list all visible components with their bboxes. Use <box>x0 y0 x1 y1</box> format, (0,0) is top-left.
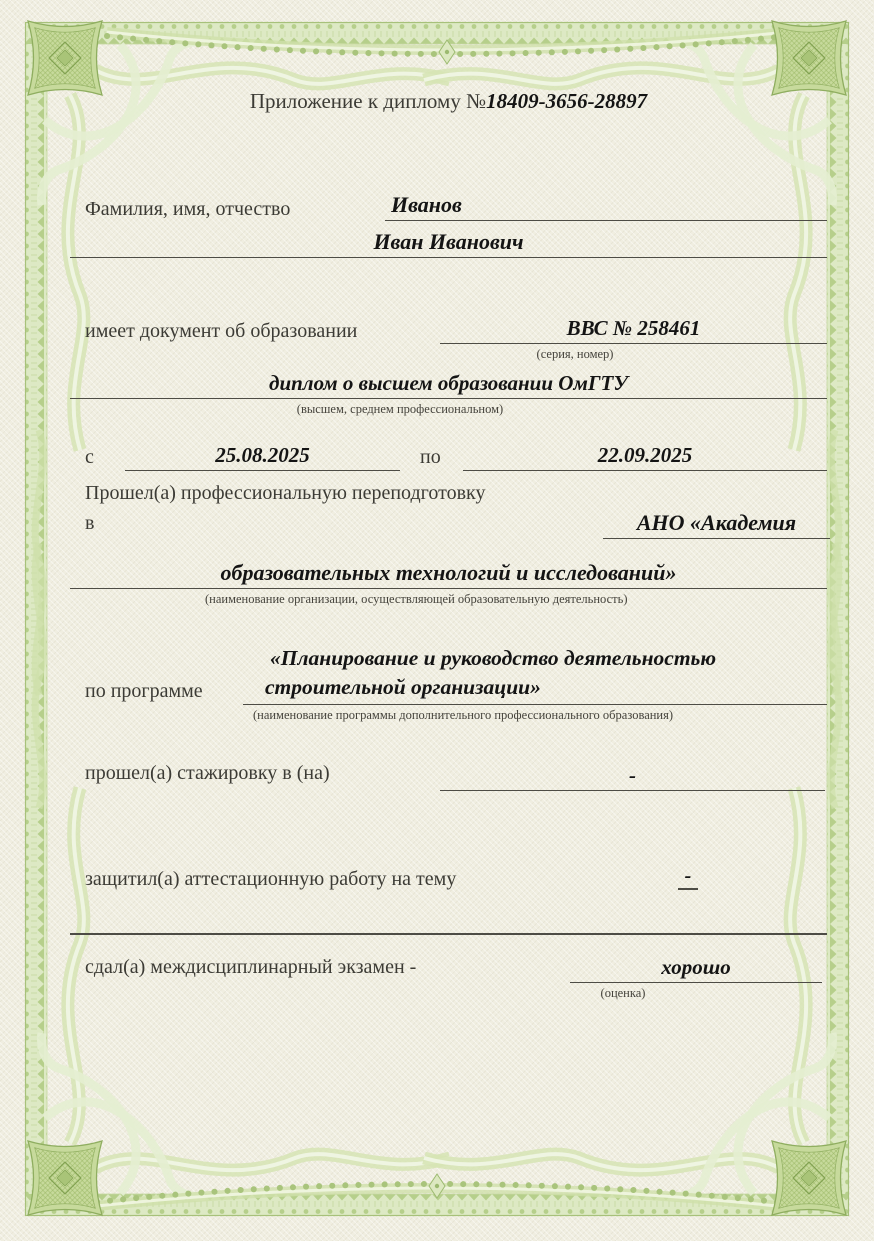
program-value-line1: «Планирование и руководство деятельностью <box>270 646 717 670</box>
edu-doc-series-line <box>440 312 827 344</box>
organization-line1 <box>603 506 830 539</box>
edu-doc-type-caption: (высшем, среднем профессиональном) <box>296 402 504 416</box>
thesis-label: защитил(а) аттестационную работу на тему <box>85 868 457 890</box>
retraining-in-label: в <box>85 512 95 534</box>
organization-value-line1: АНО «Академия <box>636 510 797 535</box>
program-label: по программе <box>85 680 203 702</box>
fio-name-value: Иван Иванович <box>373 229 524 254</box>
period-to-line <box>463 440 827 471</box>
edu-doc-series-value: ВВС № 258461 <box>566 316 701 340</box>
organization-value-line2: образовательных технологий и исследований» <box>220 560 677 585</box>
header-prefix: Приложение к диплому № <box>249 89 487 113</box>
fio-surname-value: Иванов <box>391 192 462 217</box>
internship-line <box>440 758 825 791</box>
edu-doc-type-value: диплом о высшем образовании ОмГТУ <box>269 371 628 395</box>
exam-label: сдал(а) междисциплинарный экзамен - <box>85 956 417 978</box>
program-line <box>243 644 827 705</box>
thesis-value: - <box>684 865 692 887</box>
edu-doc-label: имеет документ об образовании <box>85 320 358 342</box>
retraining-label: Прошел(а) профессиональную переподготовку <box>85 482 486 504</box>
fio-label: Фамилия, имя, отчество <box>85 198 291 220</box>
organization-caption: (наименование организации, осуществляющей образовательную деятельность) <box>205 592 628 606</box>
edu-doc-type-line <box>70 367 827 399</box>
diploma-number: 18409-3656-28897 <box>486 89 648 113</box>
period-to-label: по <box>420 446 441 468</box>
period-from-label: с <box>85 446 94 468</box>
organization-line2 <box>70 556 827 589</box>
program-value-line2: строительной организации» <box>265 675 541 699</box>
period-to-date: 22.09.2025 <box>597 443 693 467</box>
page-title <box>70 88 827 114</box>
exam-line <box>570 950 822 983</box>
internship-value: - <box>629 763 636 787</box>
thesis-empty-line <box>70 933 827 935</box>
thesis-value-line <box>678 864 698 890</box>
program-caption: (наименование программы дополнительного профессионального образования) <box>252 708 674 722</box>
fio-surname-line <box>385 190 827 221</box>
period-from-line <box>125 440 400 471</box>
internship-label: прошел(а) стажировку в (на) <box>85 762 330 784</box>
exam-value: хорошо <box>661 955 731 979</box>
period-from-date: 25.08.2025 <box>215 443 310 467</box>
edu-doc-series-caption: (серия, номер) <box>536 347 614 361</box>
fio-name-line <box>70 227 827 258</box>
exam-caption: (оценка) <box>600 986 646 1000</box>
